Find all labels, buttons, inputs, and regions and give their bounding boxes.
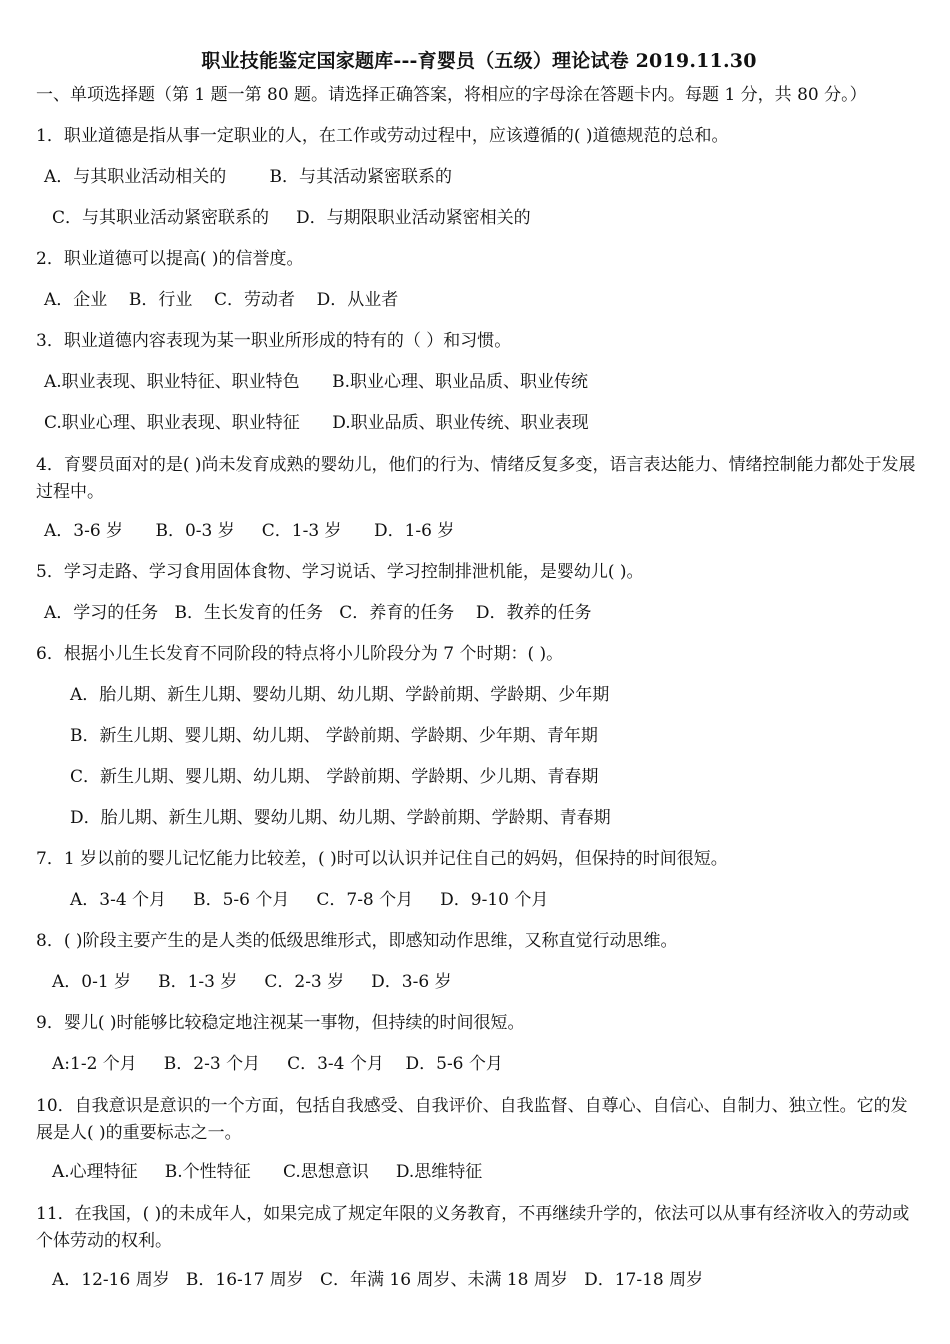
- question-6-option-c: C．新生儿期、婴儿期、幼儿期、 学龄前期、学龄期、少儿期、青春期: [70, 767, 599, 787]
- question-10: 10．自我意识是意识的一个方面，包括自我感受、自我评价、自我监督、自尊心、自信心、自制力、独立性。它的发展是人( )的重要标志之一。: [36, 1096, 908, 1143]
- question-1-options-row-2: C．与其职业活动紧密联系的 D．与期限职业活动紧密相关的: [52, 208, 531, 228]
- question-11: 11．在我国，( )的未成年人，如果完成了规定年限的义务教育，不再继续升学的，依法可以从事有经济收入的劳动或个体劳动的权利。: [36, 1204, 910, 1251]
- question-4: 4．育婴员面对的是( )尚未发育成熟的婴幼儿，他们的行为、情绪反复多变，语言表达能力、情绪控制能力都处于发展过程中。: [36, 455, 916, 502]
- question-6-option-a: A．胎儿期、新生儿期、婴幼儿期、幼儿期、学龄前期、学龄期、少年期: [70, 685, 610, 705]
- exam-title: 职业技能鉴定国家题库---育婴员（五级）理论试卷 2019.11.30: [201, 50, 757, 72]
- question-1: 1．职业道德是指从事一定职业的人，在工作或劳动过程中，应该遵循的( )道德规范的总和。: [36, 126, 729, 146]
- question-8: 8．( )阶段主要产生的是人类的低级思维形式，即感知动作思维，又称直觉行动思维。: [36, 931, 678, 951]
- question-2-options: A．企业 B．行业 C．劳动者 D．从业者: [44, 290, 399, 310]
- question-7: 7．1 岁以前的婴儿记忆能力比较差，( )时可以认识并记住自己的妈妈，但保持的时间很短。: [36, 849, 728, 869]
- question-4-options: A．3-6 岁 B．0-3 岁 C．1-3 岁 D．1-6 岁: [44, 521, 455, 541]
- question-7-options: A．3-4 个月 B．5-6 个月 C．7-8 个月 D．9-10 个月: [70, 890, 549, 910]
- question-10-options: A.心理特征 B.个性特征 C.思想意识 D.思维特征: [52, 1162, 483, 1182]
- question-6-option-b: B．新生儿期、婴儿期、幼儿期、 学龄前期、学龄期、少年期、青年期: [70, 726, 598, 746]
- question-3-options-row-1: A.职业表现、职业特征、职业特色 B.职业心理、职业品质、职业传统: [44, 372, 588, 392]
- question-11-options: A．12-16 周岁 B．16-17 周岁 C．年满 16 周岁、未满 18 周岁 D．17-18 周岁: [52, 1270, 704, 1290]
- question-9-options: A:1-2 个月 B．2-3 个月 C．3-4 个月 D．5-6 个月: [52, 1054, 503, 1074]
- question-3: 3．职业道德内容表现为某一职业所形成的特有的（ ）和习惯。: [36, 331, 512, 351]
- question-9: 9．婴儿( )时能够比较稳定地注视某一事物，但持续的时间很短。: [36, 1013, 525, 1033]
- question-8-options: A．0-1 岁 B．1-3 岁 C．2-3 岁 D．3-6 岁: [52, 972, 452, 992]
- question-6-option-d: D．胎儿期、新生儿期、婴幼儿期、幼儿期、学龄前期、学龄期、青春期: [70, 808, 611, 828]
- question-6: 6．根据小儿生长发育不同阶段的特点将小儿阶段分为 7 个时期：( )。: [36, 644, 564, 664]
- question-5-options: A．学习的任务 B．生长发育的任务 C．养育的任务 D．教养的任务: [44, 603, 592, 623]
- question-1-options-row-1: A．与其职业活动相关的 B．与其活动紧密联系的: [44, 167, 452, 187]
- question-3-options-row-2: C.职业心理、职业表现、职业特征 D.职业品质、职业传统、职业表现: [44, 413, 589, 433]
- question-2: 2．职业道德可以提高( )的信誉度。: [36, 249, 304, 269]
- section-header: 一、单项选择题（第 1 题一第 80 题。请选择正确答案，将相应的字母涂在答题卡内。每题 1 分，共 80 分。）: [36, 85, 867, 105]
- question-5: 5．学习走路、学习食用固体食物、学习说话、学习控制排泄机能，是婴幼儿( )。: [36, 562, 644, 582]
